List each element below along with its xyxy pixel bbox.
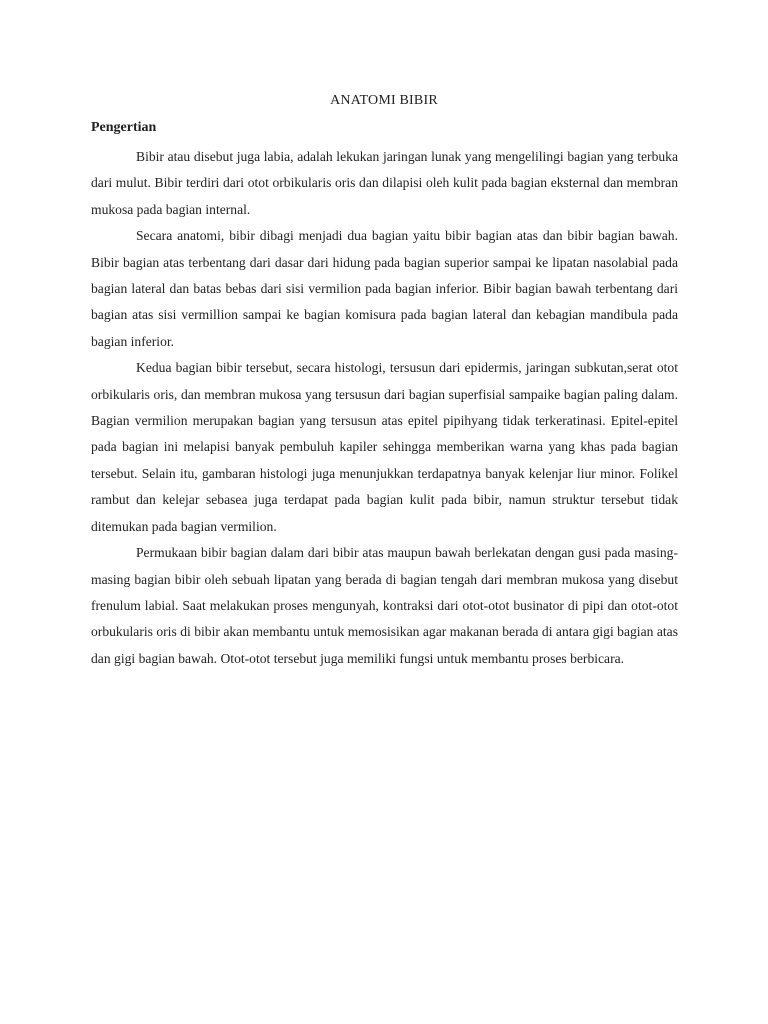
paragraph-definition: Bibir atau disebut juga labia, adalah lekukan jaringan lunak yang mengelilingi bagian yang terbuka dari mulut. Bibir terdiri dari otot orbikularis oris dan dilapisi oleh kulit pada bagian eksternal dan membran mukosa pada bagian internal. bbox=[91, 149, 678, 217]
paragraph-function: Permukaan bibir bagian dalam dari bibir atas maupun bawah berlekatan dengan gusi pada masing-masing bagian bibir oleh sebuah lipatan yang berada di bagian tengah dari membran mukosa yang disebut frenulum labial. Saat melakukan proses mengunyah, kontraksi dari otot-otot businator di pipi dan otot-otot orbukularis oris di bibir akan membantu untuk memosisikan agar makanan berada di antara gigi bagian atas dan gigi bagian bawah. Otot-otot tersebut juga memiliki fungsi untuk membantu proses berbicara. bbox=[91, 545, 678, 666]
section-heading: Pengertian bbox=[91, 120, 157, 135]
paragraph-histology: Kedua bagian bibir tersebut, secara histologi, tersusun dari epidermis, jaringan subkutan,serat otot orbikularis oris, dan membran mukosa yang tersusun dari bagian superfisial sampaike bagian paling dalam. Bagian vermilion merupakan bagian yang tersusun atas epitel pipihyang tidak terkeratinasi. Epitel-epitel pada bagian ini melapisi banyak pembuluh kapiler sehingga memberikan warna yang khas pada bagian tersebut. Selain itu, gambaran histologi juga menunjukkan terdapatnya banyak kelenjar liur minor. Folikel rambut dan kelejar sebasea juga terdapat pada bagian kulit pada bibir, namun struktur tersebut tidak ditemukan pada bagian vermilion. bbox=[91, 360, 678, 534]
document-title: ANATOMI BIBIR bbox=[330, 93, 438, 108]
paragraph-anatomy: Secara anatomi, bibir dibagi menjadi dua bagian yaitu bibir bagian atas dan bibir bagian bawah. Bibir bagian atas terbentang dari dasar dari hidung pada bagian superior sampai ke lipatan nasolabial pada bagian lateral dan batas bebas dari sisi vermilion pada bagian inferior. Bibir bagian bawah terbentang dari bagian atas sisi vermillion sampai ke bagian komisura pada bagian lateral dan kebagian mandibula pada bagian inferior. bbox=[91, 228, 678, 349]
body-text bbox=[91, 144, 678, 672]
